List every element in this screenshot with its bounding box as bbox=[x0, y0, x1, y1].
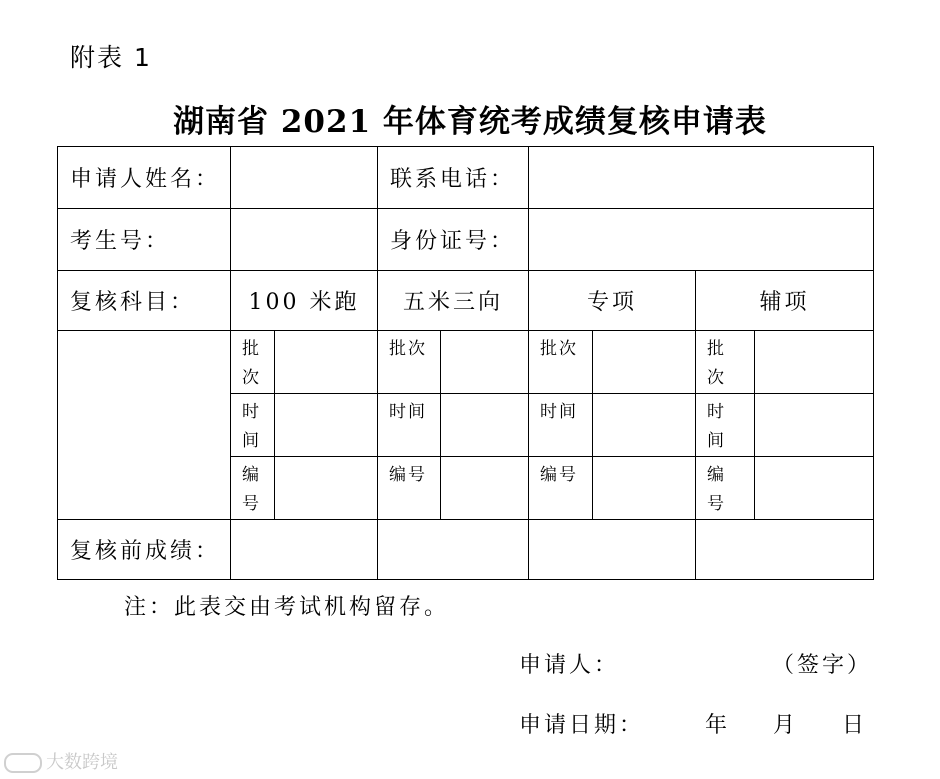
page-title: 湖南省 2021 年体育统考成绩复核申请表 bbox=[173, 104, 767, 140]
appendix-label: 附表 1 bbox=[70, 43, 152, 72]
form-note: 注：此表交由考试机构留存。 bbox=[124, 595, 450, 620]
subject-specialty: 专项 bbox=[529, 271, 696, 331]
phone-label: 联系电话： bbox=[378, 147, 529, 209]
time-label: 时间 bbox=[529, 394, 593, 457]
score-field[interactable] bbox=[231, 520, 378, 580]
code-label: 编 号 bbox=[231, 457, 275, 520]
code-field[interactable] bbox=[275, 457, 378, 520]
id-number-label: 身份证号： bbox=[378, 209, 529, 271]
row-batch bbox=[58, 331, 874, 394]
time-field[interactable] bbox=[275, 394, 378, 457]
row-exam-id bbox=[58, 209, 874, 271]
code-field[interactable] bbox=[755, 457, 874, 520]
application-form-table bbox=[57, 146, 874, 580]
code-label: 编号 bbox=[378, 457, 441, 520]
signature-hint: （签字） bbox=[772, 653, 873, 678]
code-field[interactable] bbox=[441, 457, 529, 520]
batch-field[interactable] bbox=[593, 331, 696, 394]
date-year-label: 年 bbox=[705, 713, 728, 738]
time-label: 时 间 bbox=[231, 394, 275, 457]
applicant-name-field[interactable] bbox=[231, 147, 378, 209]
exam-number-field[interactable] bbox=[231, 209, 378, 271]
subject-detail-blank bbox=[58, 331, 231, 520]
time-label: 时间 bbox=[378, 394, 441, 457]
code-label: 编 号 bbox=[696, 457, 755, 520]
score-field[interactable] bbox=[529, 520, 696, 580]
code-field[interactable] bbox=[593, 457, 696, 520]
application-date-label: 申请日期： bbox=[519, 713, 645, 738]
time-field[interactable] bbox=[593, 394, 696, 457]
score-field[interactable] bbox=[378, 520, 529, 580]
time-label: 时 间 bbox=[696, 394, 755, 457]
row-applicant bbox=[58, 147, 874, 209]
batch-field[interactable] bbox=[755, 331, 874, 394]
date-day-label: 日 bbox=[842, 713, 865, 738]
batch-field[interactable] bbox=[275, 331, 378, 394]
subject-100m-run: 100 米跑 bbox=[231, 271, 378, 331]
applicant-name-label: 申请人姓名： bbox=[58, 147, 231, 209]
score-field[interactable] bbox=[696, 520, 874, 580]
row-subjects bbox=[58, 271, 874, 331]
batch-label: 批 次 bbox=[231, 331, 275, 394]
exam-number-label: 考生号： bbox=[58, 209, 231, 271]
code-label: 编号 bbox=[529, 457, 593, 520]
row-score bbox=[58, 520, 874, 580]
time-field[interactable] bbox=[441, 394, 529, 457]
review-subjects-label: 复核科目： bbox=[58, 271, 231, 331]
pre-review-score-label: 复核前成绩： bbox=[58, 520, 231, 580]
watermark bbox=[4, 748, 118, 774]
brand-logo-icon bbox=[4, 753, 42, 773]
id-number-field[interactable] bbox=[529, 209, 874, 271]
date-month-label: 月 bbox=[773, 713, 796, 738]
subject-five-meter-three-way: 五米三向 bbox=[378, 271, 529, 331]
time-field[interactable] bbox=[755, 394, 874, 457]
batch-label: 批次 bbox=[378, 331, 441, 394]
applicant-signature-label: 申请人： bbox=[519, 653, 620, 678]
subject-auxiliary: 辅项 bbox=[696, 271, 874, 331]
batch-label: 批 次 bbox=[696, 331, 755, 394]
batch-label: 批次 bbox=[529, 331, 593, 394]
batch-field[interactable] bbox=[441, 331, 529, 394]
watermark-text: 大数跨境 bbox=[46, 752, 118, 773]
phone-field[interactable] bbox=[529, 147, 874, 209]
